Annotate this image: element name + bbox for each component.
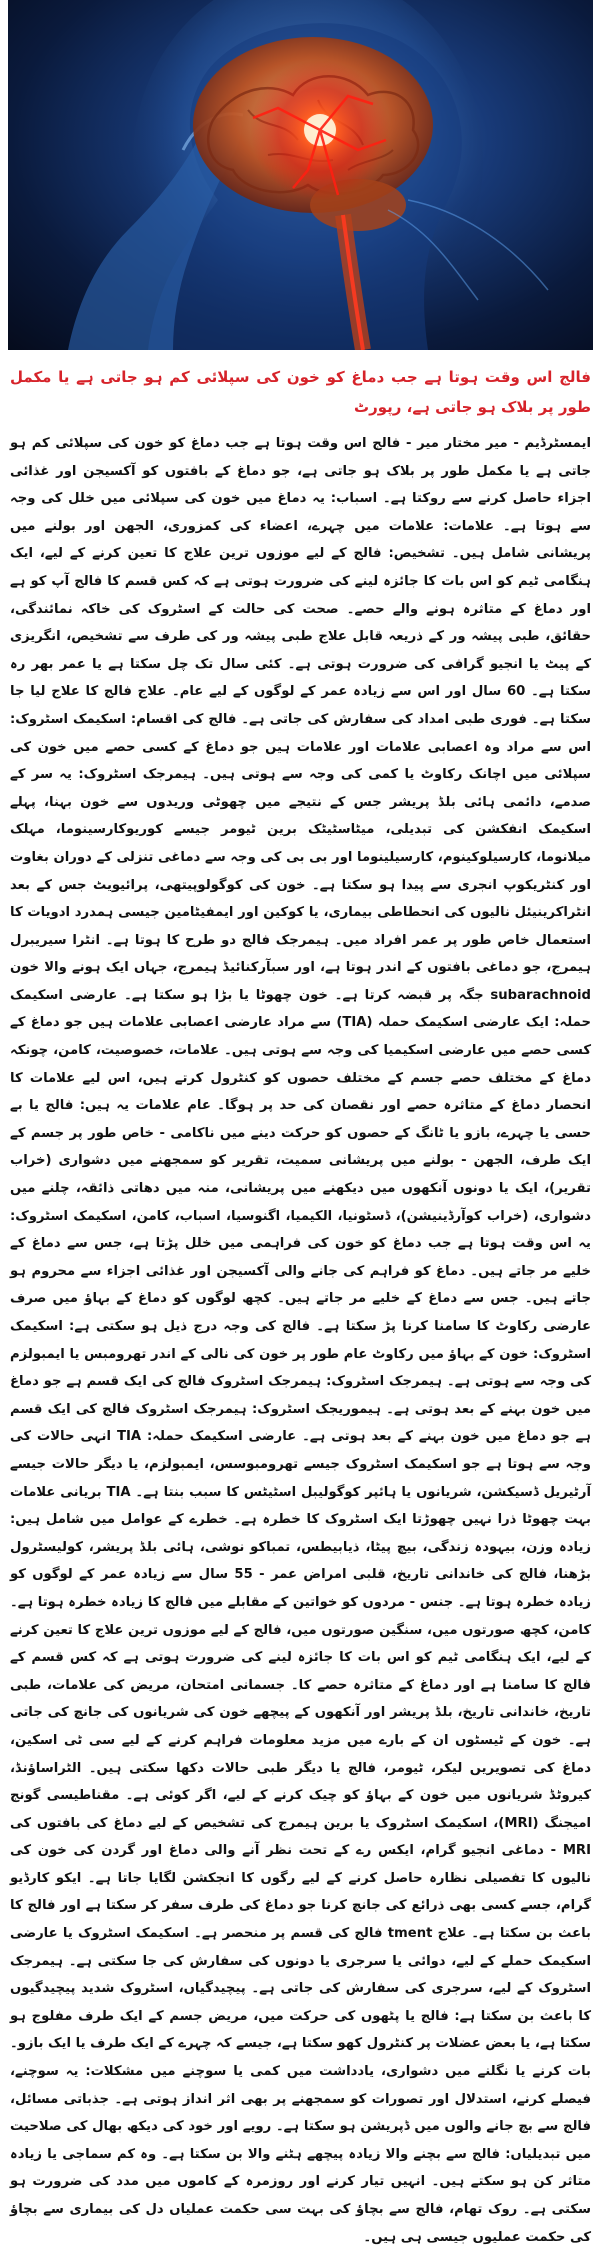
- article-paragraph: ایمسٹرڈیم - میر مختار میر - فالج اس وقت ہوتا ہے جب دماغ کو خون کی سپلائی کم ہو جاتی ہے یا مکمل طور پر بلاک ہو جاتی ہے، جو دماغ کے بافتوں کو آکسیجن اور غذائی اجزاء حاصل کرنے سے روکتا ہے۔ اسباب: یہ دماغ میں خون کی سپلائی میں خلل کی وجہ سے ہوتا ہے۔ علامات: علامات میں چہرے، اعضاء کی کمزوری، الجھن اور بولنے میں پریشانی شامل ہیں۔ تشخیص: فالج کے لیے موزوں ترین علاج کا تعین کرنے کے لیے، ایک ہنگامی ٹیم کو اس بات کا جائزہ لینے کی ضرورت ہوتی ہے کہ کس قسم کا فالج آپ کو ہے اور دماغ کے متاثرہ ہونے والے حصے۔ صحت کی حالت کے اسٹروک کی خاکہ نمائندگی، حقائق، طبی پیشہ ور کے ذریعہ قابل علاج طبی پیشہ ور کی طرف سے تشخیص، انگریزی کے پیٹ یا انجیو گرافی کی ضرورت ہوتی ہے۔ کئی سال تک چل سکتا ہے یا عمر بھر رہ سکتا ہے۔ 60 سال اور اس سے زیادہ عمر کے لوگوں کے لیے عام۔ علاج فالج کا علاج لیا جا سکتا ہے۔ فوری طبی امداد کی سفارش کی جاتی ہے۔ فالج کی اقسام: اسکیمک اسٹروک: اس سے مراد وہ اعصابی علامات اور علامات ہیں جو دماغ کے کسی حصے میں خون کی سپلائی میں اچانک رکاوٹ یا کمی کی وجہ سے ہوتی ہیں۔ ہیمرجک اسٹروک: یہ سر کے صدمے، دائمی ہائی بلڈ پریشر جس کے نتیجے میں چھوٹی وریدوں سے خون بہنا، پہلے اسکیمک انفکشن کی تبدیلی، میٹاسٹیٹک برین ٹیومر جیسے کوریوکارسینوما، مہلک میلانوما، کارسیلوکینوم، کارسیلینوما اور بی بی کی وجہ سے دماغی تنزلی کے دوران بغاوت اور کنٹریکوپ انجری سے پیدا ہو سکتا ہے۔ خون کی کوگولوپیتھی، پرائیویٹ جس کے بعد انٹراکرینیئل نالیوں کی انحطاطی بیماری، یا کوکین اور ایمفیٹامین جیسی ہمدرد ادویات کا استعمال خاص طور پر عمر افراد میں۔ ہیمرجک فالج دو طرح کا ہوتا ہے۔ انٹرا سیریبرل ہیمرج، جو دماغی بافتوں کے اندر ہوتا ہے، اور سبآرکنائیڈ ہیمرج، جہاں ایک ہونے والا خون subarachnoid جگہ پر قبضہ کرتا ہے۔ خون چھوٹا یا بڑا ہو سکتا ہے۔ عارضی اسکیمک حملہ: ایک عارضی اسکیمک حملہ (TIA) سے مراد عارضی اعصابی علامات ہیں جو دماغ کے کسی حصے میں عارضی اسکیمیا کی وجہ سے ہوتی ہیں۔ علامات، خصوصیت، کامن، چونکہ دماغ کے مختلف حصے جسم کے مختلف حصوں کو کنٹرول کرتے ہیں، اس لیے علامات کا انحصار دماغ کے متاثرہ حصے اور نقصان کی حد پر ہوگا۔ عام علامات یہ ہیں: فالج یا بے حسی یا چہرے، بازو یا ٹانگ کے حصوں کو حرکت دینے میں ناکامی - خاص طور پر جسم کے ایک طرف، الجھن - بولنے میں پریشانی سمیت، تقریر کو سمجھنے میں دشواری (خراب تقریر)، ایک یا دونوں آنکھوں میں دیکھنے میں پریشانی، منہ میں دھاتی ذائقہ، چلنے میں دشواری، (خراب کوآرڈینیشن)، ڈسٹونیا، الکیمیا، اگنوسیا، اسباب، کامن، اسکیمک اسٹروک: یہ اس وقت ہوتا ہے جب دماغ کو خون کی فراہمی میں خلل پڑتا ہے، جس سے دماغ کے خلیے مر جاتے ہیں۔ دماغ کو فراہم کی جانے والی آکسیجن اور غذائی اجزاء سے محروم ہو جاتے ہیں۔ جس سے دماغ کے خلیے مر جاتے ہیں۔ کچھ لوگوں کو دماغ کے بہاؤ میں صرف عارضی رکاوٹ کا سامنا کرنا پڑ سکتا ہے۔ فالج کی وجہ درج ذیل ہو سکتی ہے: اسکیمک اسٹروک: خون کے بہاؤ میں رکاوٹ عام طور پر خون کی نالی کے اندر تھرومبس یا ایمبولزم کی وجہ سے ہوتی ہے۔ ہیمرجک اسٹروک: ہیمرجک اسٹروک فالج کی ایک قسم ہے جو دماغ میں خون بہنے کے بعد ہوتی ہے۔ ہیموریجک اسٹروک: ہیمرجک اسٹروک فالج کی ایک قسم ہے جو دماغ میں خون بہنے کے بعد ہوتی ہے۔ عارضی اسکیمک حملہ: TIA انہی حالات کی وجہ سے ہوتا ہے جو اسکیمک اسٹروک جیسے تھرومبوسس، ایمبولزم، یا دیگر حالات جیسے آرٹیریل ڈسیکشن، شریانوں یا ہائپر کوگولیبل اسٹیٹس کا سبب بنتا ہے۔ TIA بریانی علامات بہت چھوٹا ذرا نہیں چھوڑتا ایک اسٹروک کا خطرہ ہے۔ خطرے کے عوامل میں شامل ہیں: زیادہ وزن، بیہودہ زندگی، بیچ پیٹا، ذیابیطس، تمباکو نوشی، ہائی بلڈ پریشر، کولیسٹرول بڑھنا، فالج کی خاندانی تاریخ، قلبی امراض عمر - 55 سال سے زیادہ عمر کے لوگوں کو زیادہ خطرہ ہوتا ہے۔ جنس - مردوں کو خواتین کے مقابلے میں فالج کا زیادہ خطرہ ہوتا ہے۔ کامن، کچھ صورتوں میں، سنگین صورتوں میں، فالج کے لیے موزوں ترین علاج کا تعین کرنے کے لیے، ایک ہنگامی ٹیم کو اس بات کا جائزہ لینے کی ضرورت ہوتی ہے کہ کس قسم کے فالج کا سامنا ہے اور دماغ کے متاثرہ حصے کا۔ جسمانی امتحان، مریض کی علامات، طبی تاریخ، خاندانی تاریخ، بلڈ پریشر اور آنکھوں کے پیچھے خون کی شریانوں کی جانچ کی جاتی ہے۔ خون کے ٹیسٹوں ان کے بارے میں مزید معلومات فراہم کرنے کے لیے سی ٹی اسکین، دماغ کی تصویریں لیکر، ٹیومر، فالج یا دیگر طبی حالات دکھا سکتی ہیں۔ الٹراساؤنڈ، کیروٹڈ شریانوں میں خون کے بہاؤ کو چیک کرنے کے لیے، اگر کوئی ہے۔ مقناطیسی گونج امیجنگ (MRI)، اسکیمک اسٹروک یا برین ہیمرج کی تشخیص کے لیے دماغ کی بافتوں کی MRI - دماغی انجیو گرام، ایکس رے کے تحت نظر آنے والی دماغ اور گردن کی خون کی نالیوں کا تفصیلی نظارہ حاصل کرنے کے لیے رگوں کا انجکشن لگایا جاتا ہے۔ ایکو کارڈیو گرام، جسے کسی بھی ذرائع کی جانچ کرنا جو دماغ کی طرف سفر کر سکتا ہے اور فالج کا باعث بن سکتا ہے۔ علاج tment فالج کی قسم پر منحصر ہے۔ اسکیمک اسٹروک یا عارضی اسکیمک حملے کے لیے، دوائی یا سرجری یا دونوں کی سفارش کی جا سکتی ہے۔ ہیمرجک اسٹروک کے لیے، سرجری کی سفارش کی جاتی ہے۔ پیچیدگیاں، اسٹروک شدید پیچیدگیوں کا باعث بن سکتا ہے: فالج یا پٹھوں کی حرکت میں، مریض جسم کے ایک طرف مفلوج ہو سکتا ہے، یا بعض عضلات پر کنٹرول کھو سکتا ہے، جیسے کہ چہرے کے ایک طرف یا ایک بازو۔ بات کرنے یا نگلنے میں دشواری، یادداشت میں کمی یا سوچنے میں مشکلات: یہ سوچنے، فیصلے کرنے، استدلال اور تصورات کو سمجھنے پر بھی اثر انداز ہوتی ہے۔ جذباتی مسائل، فالج سے بچ جانے والوں میں ڈپریشن ہو سکتا ہے۔ رویے اور خود کی دیکھ بھال کی صلاحیت میں تبدیلیاں: فالج سے بچنے والا زیادہ پیچھے ہٹنے والا بن سکتا ہے۔ وہ کم سماجی یا زیادہ متاثر کن ہو سکتے ہیں۔ انہیں تیار کرنے اور روزمرہ کے کاموں میں مدد کی ضرورت ہو سکتی ہے۔ روک تھام، فالج سے بچاؤ کی بہت سی حکمت عملیاں دل کی بیماری سے بچاؤ کی حکمت عملیوں جیسی ہی ہیں۔: [10, 436, 592, 2245]
- brain-illustration: [8, 0, 593, 350]
- article-body: [10, 430, 591, 2251]
- hero-brain-image: [8, 0, 593, 350]
- article-headline: فالج اس وقت ہوتا ہے جب دماغ کو خون کی سپلائی کم ہو جاتی ہے یا مکمل طور پر بلاک ہو جاتی ہے، رپورٹ: [10, 368, 591, 416]
